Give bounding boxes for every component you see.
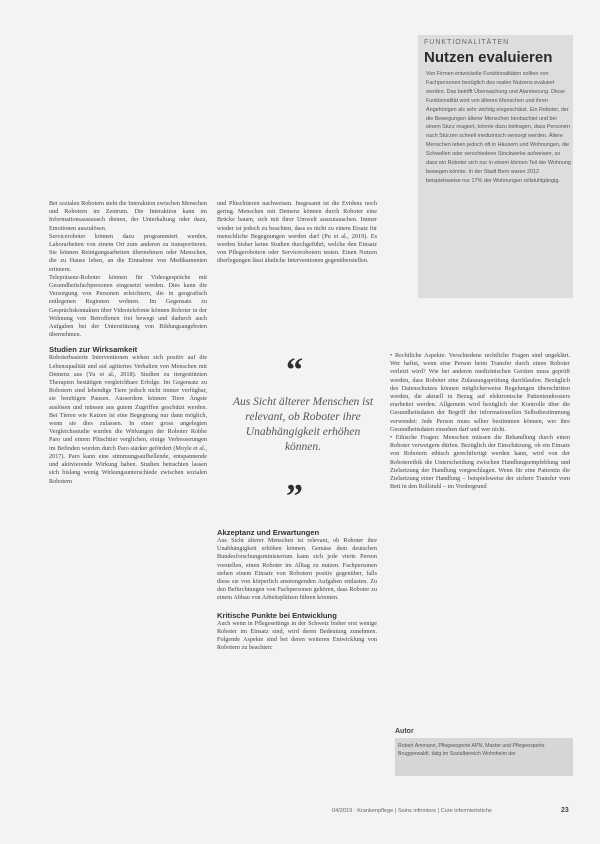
col2-heading-1: Akzeptanz und Erwartungen	[217, 528, 320, 537]
open-quote-icon: “	[286, 352, 303, 389]
close-quote-icon: ”	[286, 478, 303, 515]
col1-paragraph-3: Telepräsenz-Roboter können für Videogespräche mit Gesundheitsfachpersonen eingesetzt werden. Dies kann die Versorgung von Personen erleichtern, die in geografisch entlegenen Regionen wohnen. Im Gegensatz zu Gesprächskontakten über Videotelefonie können Roboter in der Wohnung von Betroffenen frei bewegt und dadurch auch Aufgaben bei der Unterstützung von Bildungsangeboten übernehmen.	[49, 273, 207, 339]
info-box-kicker: FUNKTIONALITÄTEN	[424, 39, 510, 46]
col2-paragraph-1: Aus Sicht älterer Menschen ist relevant, ob Roboter ihre Unabhängigkeit erhöhen können. Gemäss dem deutschen Bundesforschungsministerium kann sich jede vierte Person vorstellen, einen Roboter im Alltag zu nutzen. Fachpersonen stehen einem Einsatz von Robotern positiv gegenüber, falls diese sie von körperlich anstrengenden Aufgaben entlasten. Zu den Befürchtungen von Fachpersonen gehören, dass Roboter zu einem Abbau von Arbeitsplätzen führen könnten.	[217, 537, 377, 602]
col1-paragraph-4: Roboterbasierte Interventionen wirken sich positiv auf die Lebensqualität und auf agitiertes Verhalten von Menschen mit Demenz aus (Yu et al., 2018). Studien zu tiergestützten Therapien bestätigen vergleichbare Erfolge. Im Gegensatz zu Robotern sind lebendige Tiere jedoch nicht immer verfügbar, sie benötigen Pausen. Ausserdem können Tiere Ängste auslösen und müssen aus gutem Zugriffen geschützt werden. Bei Tieren wie Katzen ist eine Begegnung nur dann möglich, wenn sie dies zulassen. In einer gross angelegten Vergleichsstudie wurden die Wirkungen der Roboter Robbe Paro und einem Plüschtier verglichen, einige Verbesserungen im Befinden wurden durch Paro stärker gefördert (Moyle et al., 2017). Paro kann eine stimmungsaufhellende, entspannende und aktivierende Wirkung haben. Studien betrachten lassen sich bislang wenig Wirkungsunterschiede zwischen sozialen Robotern	[49, 354, 207, 485]
author-box	[395, 738, 573, 776]
author-text: Robert Ammann, Pflegeexperte APN, Master und Pflegeexperte Bruggerwaldt, tätig im Sozialbereich Wohnheim der	[398, 743, 545, 757]
col1-paragraph-2: Serviceroboter können dazu programmiert werden, Laborarbeiten von einem Ort zum anderen zu transportieren. Sie können Reinigungsarbeiten übernehmen oder Menschen, die zu Hause leben, an die Einnahme von Medikamenten erinnern.	[49, 232, 207, 273]
col2-paragraph-2: Auch wenn in Pflegesettings in der Schweiz bisher erst wenige Roboter im Einsatz sind, wird deren Bedeutung zunehmen. Folgende Aspekte sind bei deren weiteren Entwicklung von Robotern zu beachten:	[217, 619, 377, 652]
info-box-text: Von Firmen entwickelte Funktionalitäten sollten von Fachpersonen bezüglich des realen Nutzens evaluiert werden. Das betrifft Überwachung und Alarmierung. Diese Funktionalität wird von älteren Menschen und ihren Angehörigen als sehr wichtig eingeschätzt. Ein Roboter, der die Bewegungen älterer Menschen beobachtet und bei einem Sturz reagiert, könnte dazu beitragen, dass Personen nach Stürzen schnell medizinisch versorgt werden. Ältere Menschen leben jedoch oft in Häusern und Wohnungen, die Schwellen oder verschiedene Stockwerke aufweisen, so dass ein Roboter sich nur in einem kleinen Teil der Wohnung bewegen könnte. In der Stadt Bern waren 2012 beispielsweise nur 17% der Wohnungen rollstuhlgängig.	[426, 71, 571, 184]
pull-quote: Aus Sicht älterer Menschen ist relevant, ob Roboter ihre Unabhängigkeit erhöhen können.	[232, 396, 374, 453]
bullet-legal: • Rechtliche Aspekte: Verschiedene rechtliche Fragen sind ungeklärt. Wer haftet, wenn eine Person beim Transfer durch einen Roboter verletzt wird? Wie bei anderen medizinischen Geräten muss geprüft werden, dass Roboter eine Zulassungsprüfung durchlaufen. Bezüglich des Datenschutzes können möglicherweise Regelungen überschritten werden, die aktuell in Bezug auf elektronische Patientendossiers erarbeitet werden. Allgemein wird bezüglich der Kontrolle über die Gesundheitsdaten der Begriff der informationellen Selbstbestimmung verwendet: Jede Person muss selber bestimmen können, wer ihre Gesundheitsdaten einsehen darf und wer nicht.	[390, 352, 570, 433]
info-box-title: Nutzen evaluieren	[424, 49, 553, 66]
info-box	[418, 35, 573, 298]
col2-heading-2: Kritische Punkte bei Entwicklung	[217, 610, 337, 620]
col1-paragraph-1: Bei sozialen Robotern steht die Interaktion zwischen Menschen und Robotern im Zentrum. Die Interaktion kann im Informationsaustausch dienen, der Unterhaltung oder dazu, Emotionen auszulösen.	[49, 200, 207, 232]
bullet-ethics: • Ethische Fragen: Menschen müssen die Behandlung durch einen Roboter verweigern dürfen. Bezüglich der Einschätzung, ob ein Einsatz von Robotern ethisch gerechtfertigt werden kann, wird von der Roboterethik die Unterscheidung zwischen Handlungsempfehlung und Zielsetzung der Handlung vorgeschlagen. Wenn für eine Patientin die Zielsetzung einer Handlung – beispielsweise der sichere Transfer vom Bett in den Rollstuhl – im Vordergrund	[390, 434, 570, 491]
col1-heading: Studien zur Wirksamkeit	[49, 345, 138, 355]
page-footer: 04/2019 · Krankenpflege | Soins infirmiers | Cure infermieristiche	[332, 808, 492, 814]
column-2-bottom	[217, 528, 377, 808]
author-label: Autor	[395, 728, 414, 735]
column-3	[390, 352, 570, 724]
col2-top-paragraph: und Plüschtieren nachweisen. Insgesamt ist die Evidenz noch gering. Menschen mit Demenz können durch Roboter eine Brücke bauen, sich mit ihrer Umwelt auszutauschen. Immer wieder ist jedoch zu beachten, dass es nicht zu einem Ersatz für menschliche Begegnungen werden darf (Pu et al., 2019). Es werden bisher keine Studien durchgeführt, welche den Einsatz von Pflegerobotern oder Servicerobotern testen. Einen Nutzen überlegungen lässt ähnliche Interventionen gegenüberstellen.	[217, 200, 377, 265]
page-number: 23	[561, 807, 569, 814]
column-1	[49, 200, 207, 806]
column-2-top	[217, 200, 377, 345]
